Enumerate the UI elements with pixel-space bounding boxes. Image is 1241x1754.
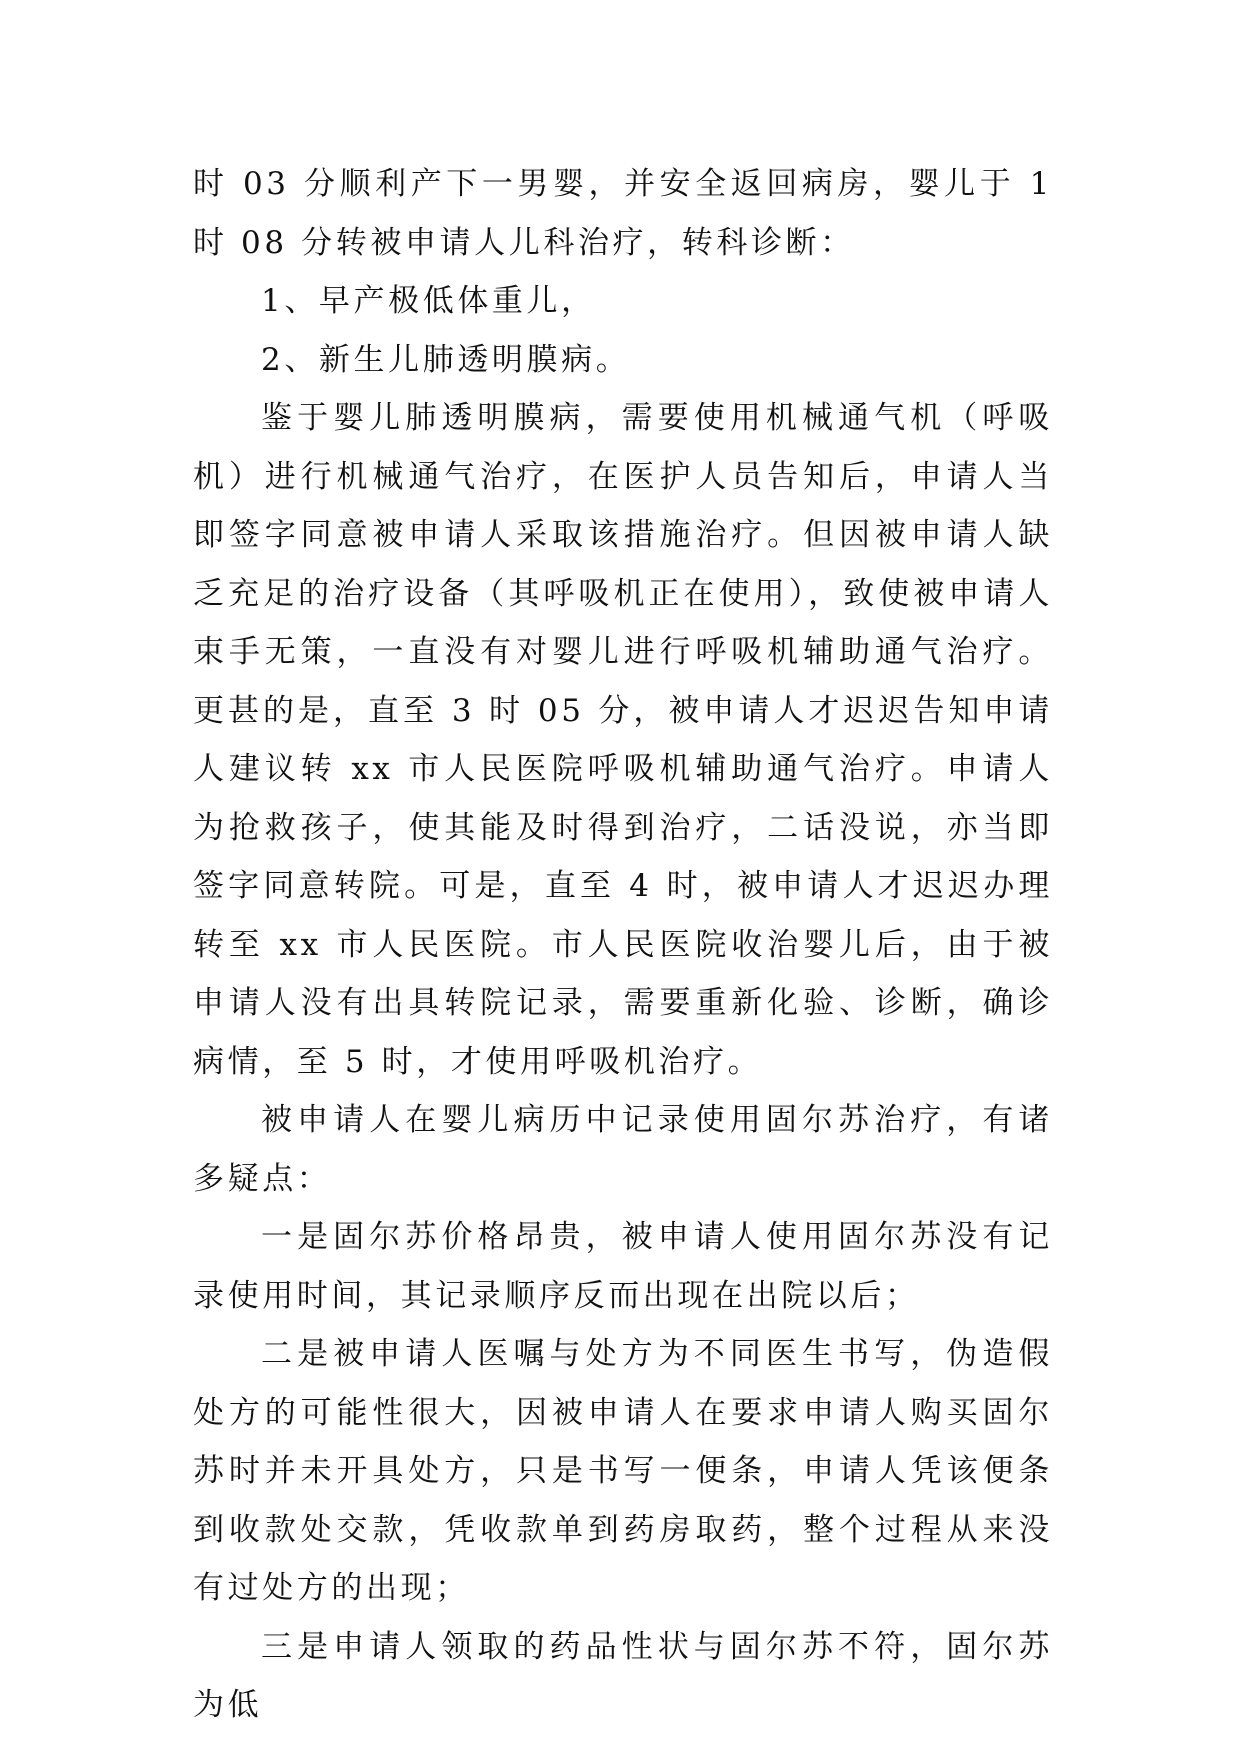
paragraph-doubts-intro: 被申请人在婴儿病历中记录使用固尔苏治疗，有诸多疑点： [193,1102,1053,1197]
paragraph-doubt-3: 三是申请人领取的药品性状与固尔苏不符，固尔苏为低 [193,1628,1053,1723]
diagnosis-item-2: 2、新生儿肺透明膜病。 [261,341,631,378]
diagnosis-item-1: 1、早产极低体重儿， [261,283,596,319]
paragraph-doubt-1: 一是固尔苏价格昂贵，被申请人使用固尔苏没有记录使用时间，其记录顺序反而出现在出院以后； [193,1219,1053,1314]
paragraph-continuation: 时 03 分顺利产下一男婴，并安全返回病房，婴儿于 1 时 08 分转被申请人儿科治疗，转科诊断： [193,166,1053,261]
paragraph-treatment-delay: 鉴于婴儿肺透明膜病，需要使用机械通气机（呼吸机）进行机械通气治疗，在医护人员告知后，申请人当即签字同意被申请人采取该措施治疗。但因被申请人缺乏充足的治疗设备（其呼吸机正在使用），致使被申请人束手无策，一直没有对婴儿进行呼吸机辅助通气治疗。更甚的是，直至 3 时 05 分，被申请人才迟迟告知申请人建议转 xx 市人民医院呼吸机辅助通气治疗。申请人为抢救孩子，使其能及时得到治疗，二话没说，亦当即签字同意转院。可是，直至 4 时，被申请人才迟迟办理转至 xx 市人民医院。市人民医院收治婴儿后，由于被申请人没有出具转院记录，需要重新化验、诊断，确诊病情，至 5 时，才使用呼吸机治疗。 [193,400,1053,1080]
paragraph-doubt-2: 二是被申请人医嘱与处方为不同医生书写，伪造假处方的可能性很大，因被申请人在要求申请人购买固尔苏时并未开具处方，只是书写一便条，申请人凭该便条到收款处交款，凭收款单到药房取药，整个过程从来没有过处方的出现； [193,1336,1053,1606]
document-body [193,155,1053,1735]
